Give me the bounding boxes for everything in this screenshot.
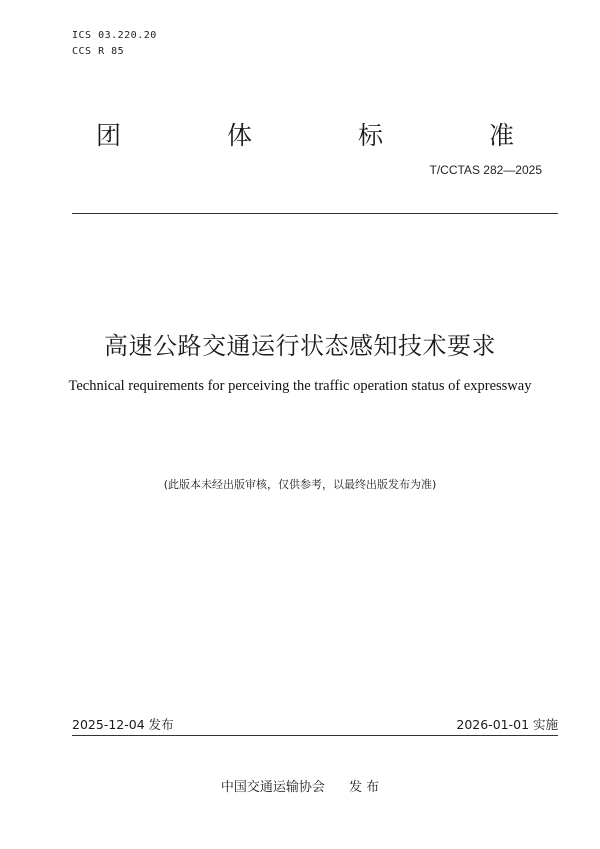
standard-type-char: 体 bbox=[226, 121, 252, 150]
top-divider bbox=[72, 213, 558, 214]
publish-date: 2025-12-04 发布 bbox=[72, 717, 174, 732]
issuer-action: 发 布 bbox=[348, 780, 380, 795]
standard-type-char: 团 bbox=[96, 121, 122, 150]
title-chinese: 高速公路交通运行状态感知技术要求 bbox=[104, 332, 496, 360]
ccs-code: CCS R 85 bbox=[72, 46, 125, 57]
standard-type-char: 标 bbox=[357, 121, 383, 150]
bottom-divider bbox=[72, 735, 558, 736]
implement-date: 2026-01-01 实施 bbox=[456, 717, 558, 732]
standard-type-char: 准 bbox=[488, 121, 514, 150]
standard-type-heading bbox=[96, 116, 514, 152]
ics-code: ICS 03.220.20 bbox=[72, 30, 157, 41]
issuer-org: 中国交通运输协会 bbox=[220, 780, 325, 795]
draft-note: (此版本未经出版审核，仅供参考，以最终出版发布为准) bbox=[163, 478, 437, 491]
issuer-line bbox=[0, 776, 600, 795]
title-english: Technical requirements for perceiving the traffic operation status of expressway bbox=[68, 378, 532, 394]
standard-number: T/CCTAS 282—2025 bbox=[429, 163, 542, 177]
